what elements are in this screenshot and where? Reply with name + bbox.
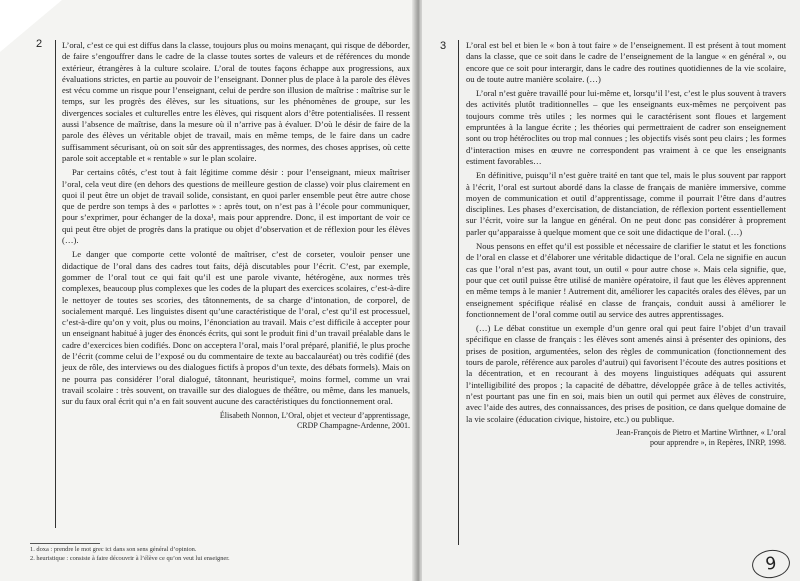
paragraph: En définitive, puisqu’il n’est guère traité en tant que tel, mais le plus souvent par rapport à l’écrit, l’oral est surtout abordé dans la classe de français de manière immersive, comme moyen de communication et outil d’apprentissage, comme il pourrait l’être dans d’autres disciplines. Les phases d’exercisation, de distanciation, de réflexion portent essentiellement sur l’écrit, voire sur la langue en général. On ne peut donc pas considérer à proprement parler qu’apparaisse à quelque moment que ce soit une didactique de l’oral. (…): [466, 170, 786, 237]
attribution-line: CRDP Champagne-Ardenne, 2001.: [296, 421, 410, 430]
footnote: 1. doxa : prendre le mot grec ici dans son sens général d’opinion.: [30, 546, 197, 553]
attribution: [466, 428, 786, 449]
footnote: 2. heuristique : consiste à faire découvrir à l’élève ce qu’on veut lui enseigner.: [30, 555, 230, 562]
torn-corner: [0, 0, 62, 52]
paragraph: Le danger que comporte cette volonté de maîtriser, c’est de corseter, vouloir penser une didactique de l’oral dans des cadres tout faits, déjà discutables pour l’écrit. C’est, par exemple, gommer de l’oral tout ce qui fait qu’il est une parole vivante, hétérogène, aux normes très complexes, beaucoup plus complexes que les codes de la plupart des exercices scolaires, c’est-à-dire le nettoyer de toutes ses scories, des tâtonnements, de sa charge d’intonation, de corporel, de socialement marqué. Les linguistes disent qu’une caractéristique de l’oral, c’est qu’il est processuel, c’est-à-dire qu’on y voit, plus ou moins, l’énonciation au travail. Mais c’est difficile à accepter pour un enseignant habitué à juger des énoncés écrits, qui sont le produit fini d’un travail préalable dans le cadre d’exercices bien codifiés. Donc on acceptera l’oral, mais l’oral préparé, planifié, le plus proche de l’écrit (comme celui de l’exposé ou du commentaire de texte au baccalauréat) ou très codifié (des jeux de rôle, des interviews ou des dialogues fictifs à propos d’un texte, des débats formels). Mais on ne pourra pas considérer l’oral dialogué, tâtonnant, heuristique², moins formel, comme un vrai travail scolaire : très souvent, on travaille sur des dialogues de théâtre, ou même, dans les manuels, sur du faux oral écrit qui n’a en fait souvent aucune des caractéristiques du fonctionnement oral.: [62, 249, 410, 407]
margin-rule-right: [458, 40, 459, 545]
attribution-line: Jean-François de Pietro et Martine Wirthner, « L’oral: [616, 427, 786, 437]
paragraph: L’oral n’est guère travaillé pour lui-même et, lorsqu’il l’est, c’est le plus souvent à travers des activités plutôt traditionnelles – que les enseignants eux-mêmes ne perçoivent pas toujours comme très utiles ; les normes qui le caractérisent sont floues et largement empruntées à la langue écrite ; les théories qui permettraient de cadrer son enseignement sont ou trop hétéroclites ou trop mal connues ; les objectifs visés sont peu clairs ; les formes d’interaction mises en œuvre ne correspondent pas vraiment à ce que les enseignants estiment favorables…: [466, 88, 786, 166]
right-text-column: [466, 40, 786, 452]
paragraph: L’oral, c’est ce qui est diffus dans la classe, toujours plus ou moins menaçant, qui risque de déborder, de faire s’engouffrer dans le cadre de la classe toutes sortes de valeurs et de références du monde extérieur, étrangères à la culture scolaire. L’oral de toutes façons échappe aux progressions, aux évaluations strictes, en partie au pouvoir de l’enseignant. Donner plus de place à la parole des élèves est vécu comme un risque pour l’enseignant, celui de perdre son illusion de maîtrise : maîtrise sur le temps, sur les progrès des élèves, sur les situations, sur les phénomènes de groupe, sur les divergences sociales et culturelles entre les élèves, qui risquent alors d’être potentialisées. Il ressent aussi l’absence de maîtrise, dans la mesure où il n’arrive pas à évaluer. D’où le désir de faire de la parole des élèves un véritable objet de travail, mais en même temps, de le faire dans un cadre suffisamment sécurisant, où on soit sûr des apprentissages, des normes, des choses apprises, où cette parole soit acceptable et « rentable » sur le plan scolaire.: [62, 40, 410, 163]
left-text-column: [62, 40, 410, 435]
handwritten-page-mark: 9: [750, 547, 792, 580]
right-page: [422, 0, 800, 581]
margin-rule-left: [55, 40, 56, 528]
footnote-rule: [30, 543, 100, 544]
attribution: [62, 411, 410, 432]
paragraph: Par certains côtés, c’est tout à fait légitime comme désir : pour l’enseignant, mieux maîtriser l’oral, cela veut dire (en dehors des questions de meilleure gestion de classe) voir plus clairement en quoi il peut être un objet de travail solide, consistant, en quoi parler ensemble peut être autre chose que de perdre son temps à des « parlottes » : après tout, on n’est pas à l’école pour communiquer, pour s’exprimer, pour échanger de la doxa¹, mais pour apprendre. Donc, il est important de voir ce qui peut être objet de progrès dans la pratique ou objet d’observation et de réflexion pour les élèves (…).: [62, 167, 410, 246]
page-number-left: 2: [36, 38, 43, 50]
attribution-line: pour apprendre », in Repères, INRP, 1998.: [650, 438, 786, 448]
page-number-right: 3: [440, 40, 447, 52]
paragraph: (…) Le débat constitue un exemple d’un genre oral qui peut faire l’objet d’un travail spécifique en classe de français : les élèves sont amenés ainsi à présenter des opinions, des prises de position, argumentées, selon des règles de communication (fonctionnement des tours de parole, référence aux paroles d’autrui) qui favorisent l’écoute des autres positions et la décentration, et en recourant à des moyens linguistiques adéquats qui assurent l’intelligibilité des propos ; la capacité de débattre, développée grâce à de telles activités, n’est pourtant pas une fin en soi, mais bien un outil qui permet aux élèves de construire, avec l’aide des autres, des connaissances, des prises de position, ce dans quelque domaine de la vie scolaire (éducation civique, histoire, etc.) ou publique.: [466, 323, 786, 424]
paragraph: Nous pensons en effet qu’il est possible et nécessaire de clarifier le statut et les fonctions de l’oral en classe et d’élaborer une véritable didactique de l’oral. Cela ne signifie en aucun cas que l’oral n’est pas, avant tout, un outil « pour autre chose ». Mais cela signifie, que, pour que cet outil puisse être utilisé de manière opératoire, il faut que les élèves apprennent en même temps à le manier ! Autrement dit, améliorer les capacités orales des élèves, par un enseignement spécifique réalisé en classe de français, conduit aussi à améliorer le fonctionnement de l’oral comme outil au service des autres apprentissages.: [466, 241, 786, 319]
attribution-line: Élisabeth Nonnon, L’Oral, objet et vecteur d’apprentissage,: [219, 410, 410, 420]
paragraph: L’oral est bel et bien le « bon à tout faire » de l’enseignement. Il est présent à tout moment dans la classe, que ce soit dans le cadre de l’enseignement de la langue « en général », ou encore que ce soit pour interargir, dans le cadre des routines quotidiennes de la vie scolaire, ou de toute autre manière scolaire. (…): [466, 40, 786, 84]
